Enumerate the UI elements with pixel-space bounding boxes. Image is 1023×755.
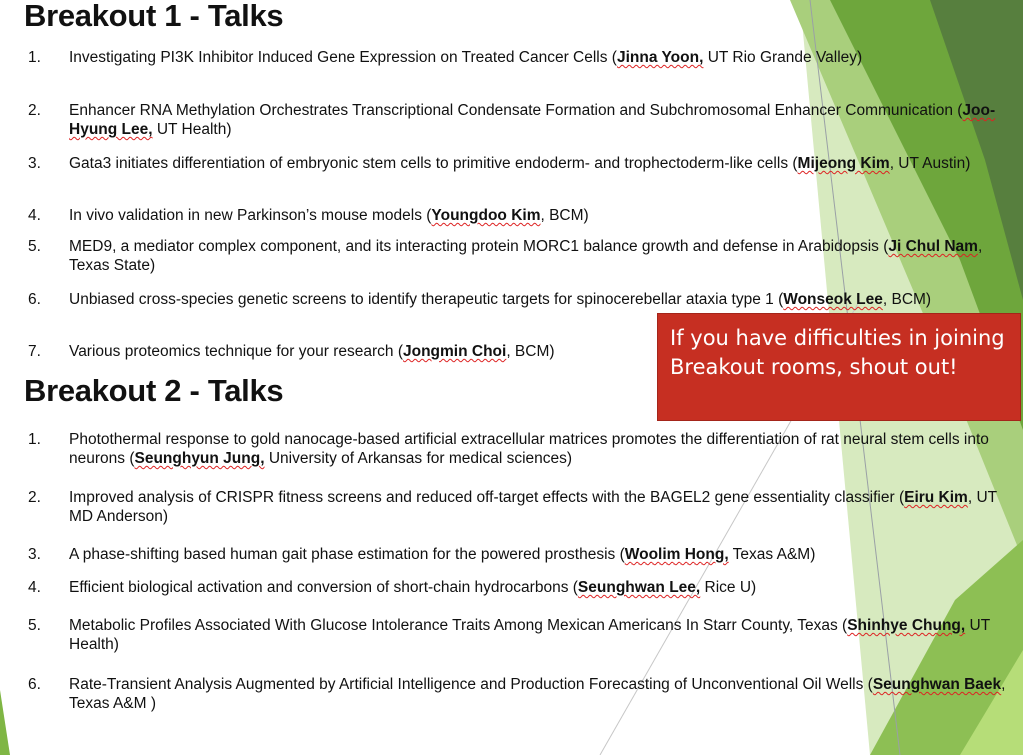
talk-item	[28, 488, 1023, 526]
talk-text	[69, 488, 1023, 526]
talk-number: 5.	[28, 617, 41, 634]
talk-title: Enhancer RNA Methylation Orchestrates Transcriptional Condensate Formation and Subchromosomal Enhancer Communication (	[69, 102, 963, 119]
talk-text	[69, 290, 931, 309]
talk-number: 3.	[28, 155, 41, 172]
talk-text	[69, 675, 1023, 713]
bg-left-bottom-sliver	[0, 690, 10, 755]
breakout-1-heading: Breakout 1 - Talks	[24, 0, 284, 33]
speaker-affiliation: , BCM)	[882, 291, 932, 308]
speaker-name: Jongmin Choi	[402, 343, 507, 360]
speaker-name: Eiru Kim	[904, 489, 968, 506]
talk-title: A phase-shifting based human gait phase estimation for the powered prosthesis (	[69, 546, 625, 563]
talk-item	[28, 206, 589, 225]
speaker-affiliation: UT Rio Grande Valley)	[703, 49, 863, 66]
talk-text	[69, 101, 1023, 139]
speaker-name: Seunghwan Baek	[872, 676, 1002, 693]
talk-item	[28, 237, 1023, 275]
speaker-name: Mijeong Kim	[797, 155, 890, 172]
talk-number: 5.	[28, 238, 41, 255]
speaker-affiliation: , Texas State)	[69, 238, 983, 274]
speaker-affiliation: UT Health)	[69, 617, 990, 653]
talk-text	[69, 48, 862, 67]
talk-item	[28, 430, 1023, 468]
talk-text	[69, 206, 589, 225]
talk-item	[28, 578, 756, 597]
talk-text	[69, 545, 815, 564]
talk-number: 7.	[28, 343, 41, 360]
speaker-affiliation: Texas A&M)	[728, 546, 816, 563]
talk-item	[28, 675, 1023, 713]
talk-number: 2.	[28, 489, 41, 506]
talk-item	[28, 290, 931, 309]
breakout-help-callout: If you have difficulties in joining Breakout rooms, shout out!	[657, 313, 1021, 421]
talk-item	[28, 48, 862, 67]
talk-number: 1.	[28, 49, 41, 66]
speaker-name: Jinna Yoon,	[616, 49, 704, 66]
talk-title: Metabolic Profiles Associated With Glucose Intolerance Traits Among Mexican Americans In Starr County, Texas (	[69, 617, 848, 634]
talk-item	[28, 616, 1023, 654]
speaker-affiliation: , Texas A&M )	[69, 676, 1006, 712]
speaker-name: Wonseok Lee	[783, 291, 883, 308]
talk-item	[28, 342, 555, 361]
speaker-affiliation: Rice U)	[700, 579, 757, 596]
talk-text	[69, 578, 756, 597]
talk-title: Unbiased cross-species genetic screens to identify therapeutic targets for spinocerebellar ataxia type 1 (	[69, 291, 784, 308]
talk-number: 6.	[28, 676, 41, 693]
talk-title: Investigating PI3K Inhibitor Induced Gene Expression on Treated Cancer Cells (	[69, 49, 617, 66]
speaker-name: Seunghyun Jung,	[134, 450, 265, 467]
speaker-name: Ji Chul Nam	[888, 238, 978, 255]
talk-number: 4.	[28, 207, 41, 224]
talk-number: 2.	[28, 102, 41, 119]
talk-text	[69, 154, 970, 173]
breakout-2-heading: Breakout 2 - Talks	[24, 373, 284, 408]
talk-title: Improved analysis of CRISPR fitness screens and reduced off-target effects with the BAGEL2 gene essentiality classifier (	[69, 489, 905, 506]
speaker-affiliation: UT Health)	[152, 121, 232, 138]
talk-text	[69, 342, 555, 361]
talk-text	[69, 616, 1023, 654]
talk-item	[28, 154, 970, 173]
speaker-name: Shinhye Chung,	[847, 617, 966, 634]
speaker-name: Youngdoo Kim	[431, 207, 541, 224]
talk-title: Gata3 initiates differentiation of embryonic stem cells to primitive endoderm- and trophectoderm-like cells (	[69, 155, 798, 172]
talk-text	[69, 237, 1023, 275]
talk-title: Efficient biological activation and conversion of short-chain hydrocarbons (	[69, 579, 578, 596]
speaker-affiliation: , BCM)	[540, 207, 589, 224]
talk-title: Various proteomics technique for your research (	[69, 343, 403, 360]
speaker-affiliation: University of Arkansas for medical sciences)	[264, 450, 573, 467]
speaker-affiliation: , BCM)	[506, 343, 555, 360]
talk-number: 1.	[28, 431, 41, 448]
talk-title: In vivo validation in new Parkinson’s mouse models (	[69, 207, 432, 224]
talk-number: 3.	[28, 546, 41, 563]
talk-text	[69, 430, 1023, 468]
talk-title: Rate-Transient Analysis Augmented by Artificial Intelligence and Production Forecasting of Unconventional Oil Wells (	[69, 676, 873, 693]
talk-title: Photothermal response to gold nanocage-based artificial extracellular matrices promotes the differentiation of rat neural stem cells into neurons (	[69, 431, 989, 467]
talk-item	[28, 545, 815, 564]
speaker-name: Woolim Hong,	[624, 546, 729, 563]
talk-title: MED9, a mediator complex component, and its interacting protein MORC1 balance growth and defense in Arabidopsis (	[69, 238, 889, 255]
talk-item	[28, 101, 1023, 139]
speaker-affiliation: , UT Austin)	[889, 155, 971, 172]
speaker-name: Joo-Hyung Lee,	[69, 102, 996, 138]
talk-number: 4.	[28, 579, 41, 596]
speaker-affiliation: , UT MD Anderson)	[69, 489, 997, 525]
talk-number: 6.	[28, 291, 41, 308]
speaker-name: Seunghwan Lee,	[577, 579, 701, 596]
